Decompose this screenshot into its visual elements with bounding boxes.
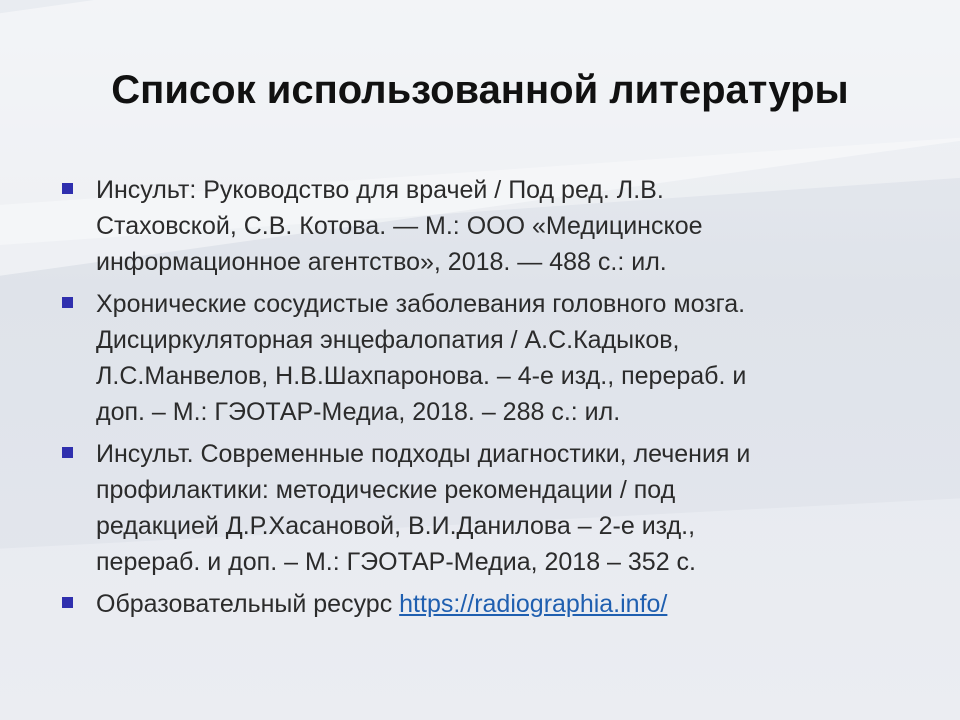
resource-label: Образовательный ресурс [96, 590, 400, 618]
reference-item [58, 436, 918, 580]
reference-line: перераб. и доп. – М.: ГЭОТАР-Медиа, 2018 – 352 с. [96, 548, 696, 576]
square-bullet-icon [62, 297, 73, 308]
reference-line: Инсульт. Современные подходы диагностики, лечения и [96, 440, 751, 468]
reference-line: доп. – М.: ГЭОТАР-Медиа, 2018. – 288 с.: ил. [96, 398, 621, 426]
resource-link[interactable]: https://radiographia.info/ [399, 590, 668, 618]
square-bullet-icon [62, 447, 73, 458]
reference-line: редакцией Д.Р.Хасановой, В.И.Данилова – 2-е изд., [96, 512, 696, 540]
reference-line: профилактики: методические рекомендации / под [96, 476, 676, 504]
slide-title: Список использованной литературы [111, 68, 849, 112]
reference-line: информационное агентство», 2018. — 488 с.: ил. [96, 248, 667, 276]
reference-item [58, 586, 918, 622]
reference-line [96, 586, 918, 622]
reference-line: Хронические сосудистые заболевания головного мозга. [96, 290, 746, 318]
reference-line: Стаховской, С.В. Котова. — М.: ООО «Медицинское [96, 212, 703, 240]
reference-item [58, 172, 918, 280]
reference-line: Дисциркуляторная энцефалопатия / А.С.Кадыков, [96, 326, 680, 354]
square-bullet-icon [62, 597, 73, 608]
reference-line: Инсульт: Руководство для врачей / Под ред. Л.В. [96, 176, 664, 204]
square-bullet-icon [62, 183, 73, 194]
reference-line: Л.С.Манвелов, Н.В.Шахпаронова. – 4-е изд., перераб. и [96, 362, 747, 390]
reference-item [58, 286, 918, 430]
reference-list [58, 172, 918, 628]
